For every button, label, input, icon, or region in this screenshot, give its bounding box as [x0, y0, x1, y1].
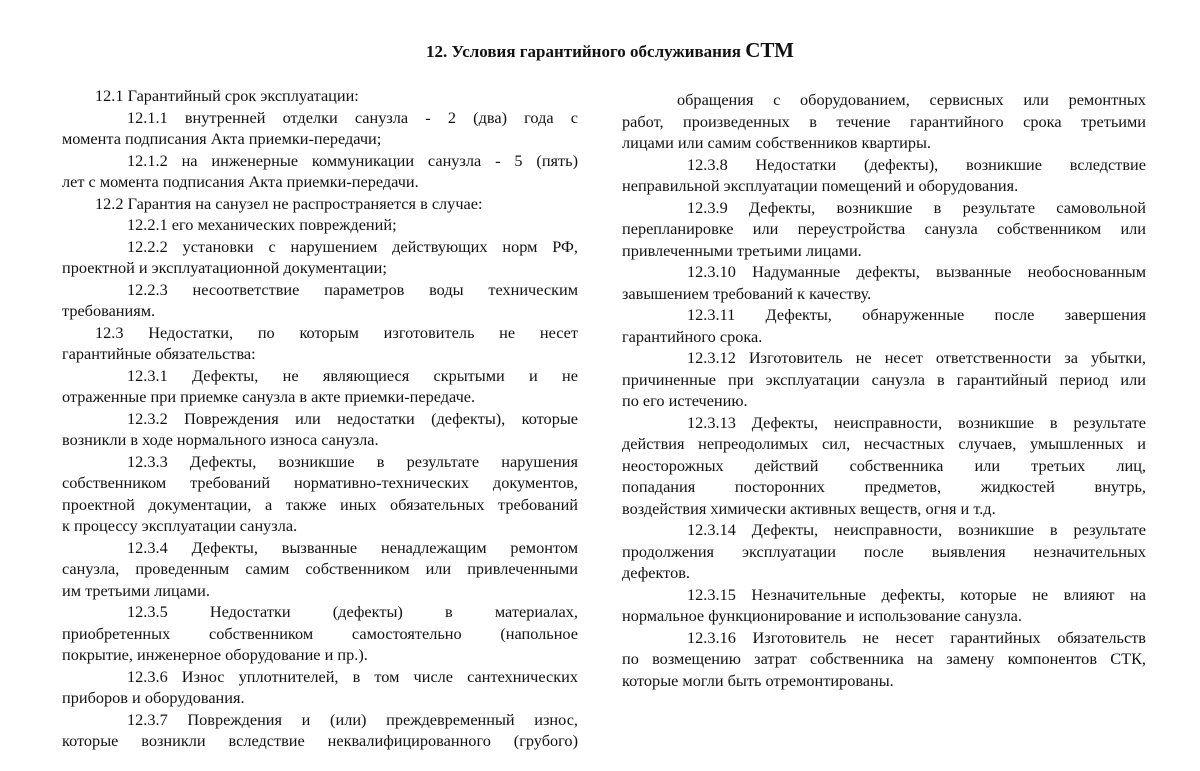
- paragraph-line: покрытие, инженерное оборудование и пр.).: [62, 645, 368, 664]
- paragraph-line: санузла, проведенным самим собственником или привлеченными: [62, 559, 578, 578]
- paragraph-line: 12.2.2 установки с нарушением действующих норм РФ,: [127, 236, 578, 256]
- paragraph: [622, 304, 1146, 347]
- paragraph: [622, 197, 1146, 262]
- paragraph: [622, 627, 1146, 692]
- paragraph: [62, 322, 578, 365]
- paragraph: [622, 89, 1146, 154]
- paragraph: [62, 85, 578, 107]
- paragraph-line: приборов и оборудования.: [62, 688, 245, 707]
- right-column: [622, 89, 1146, 691]
- paragraph-line: 12.3.10 Надуманные дефекты, вызванные необоснованным: [687, 262, 1146, 281]
- paragraph: [62, 408, 578, 451]
- paragraph-line: 12.3.6 Износ уплотнителей, в том числе сантехнических: [127, 666, 578, 686]
- section-title: [0, 38, 1200, 63]
- paragraph: [62, 709, 578, 752]
- paragraph-line: действия непреодолимых сил, несчастных случаев, умышленных и: [622, 434, 1146, 453]
- paragraph-line: приобретенных собственником самостоятельно (напольное: [62, 623, 578, 643]
- paragraph-line: 12.1.1 внутренней отделки санузла - 2 (два) года с: [127, 107, 578, 127]
- paragraph-line: 12.3.5 Недостатки (дефекты) в материалах,: [127, 602, 578, 621]
- paragraph: [622, 412, 1146, 520]
- paragraph-line: по возмещению затрат собственника на замену компонентов СТК,: [622, 649, 1146, 668]
- paragraph-line: требованиям.: [62, 301, 156, 320]
- paragraph: [62, 214, 578, 236]
- paragraph: [622, 584, 1146, 627]
- left-column: [62, 85, 578, 752]
- paragraph-line: привлеченными третьими лицами.: [622, 240, 862, 260]
- section-title-abbr: СТМ: [745, 38, 794, 62]
- paragraph-line: гарантийного срока.: [622, 326, 763, 346]
- paragraph-line: 12.3.7 Повреждения и (или) преждевременный износ,: [127, 709, 578, 729]
- paragraph-line: 12.3.9 Дефекты, возникшие в результате самовольной: [687, 197, 1146, 217]
- paragraph-line: 12.3.11 Дефекты, обнаруженные после завершения: [687, 305, 1146, 324]
- paragraph-line: лет с момента подписания Акта приемки-передачи.: [62, 172, 419, 191]
- paragraph-line: 12.2 Гарантия на санузел не распространяется в случае:: [95, 193, 483, 213]
- paragraph-line: момента подписания Акта приемки-передачи;: [62, 129, 382, 148]
- paragraph: [62, 666, 578, 709]
- paragraph: [62, 150, 578, 193]
- paragraph: [62, 365, 578, 408]
- paragraph-line: 12.3.14 Дефекты, неисправности, возникшие в результате: [687, 520, 1146, 539]
- paragraph: [62, 601, 578, 666]
- paragraph-line: 12.3.16 Изготовитель не несет гарантийных обязательств: [687, 627, 1146, 647]
- paragraph-line: 12.1 Гарантийный срок эксплуатации:: [95, 86, 359, 105]
- paragraph-line: дефектов.: [622, 563, 690, 582]
- paragraph: [622, 154, 1146, 197]
- paragraph-line: 12.3.4 Дефекты, вызванные ненадлежащим ремонтом: [127, 537, 578, 557]
- paragraph-line: неправильной эксплуатации помещений и оборудования.: [622, 176, 1019, 195]
- paragraph-line: нормальное функционирование и использование санузла.: [622, 606, 1022, 625]
- paragraph: [622, 519, 1146, 584]
- paragraph-line: 12.1.2 на инженерные коммуникации санузла - 5 (пять): [127, 150, 578, 170]
- paragraph: [62, 537, 578, 602]
- section-title-text: 12. Условия гарантийного обслуживания: [426, 42, 741, 61]
- paragraph-line: которые возникли вследствие неквалифицированного (грубого): [62, 731, 578, 750]
- paragraph: [622, 347, 1146, 412]
- paragraph: [62, 107, 578, 150]
- paragraph-line: отраженные при приемке санузла в акте приемки-передаче.: [62, 387, 476, 406]
- paragraph: [62, 236, 578, 279]
- paragraph: [62, 279, 578, 322]
- paragraph-line: 12.3.1 Дефекты, не являющиеся скрытыми и не: [127, 365, 578, 385]
- paragraph-line: 12.3.3 Дефекты, возникшие в результате нарушения: [127, 451, 578, 471]
- paragraph: [62, 193, 578, 215]
- paragraph-line: завышением требований к качеству.: [622, 283, 872, 303]
- paragraph-line: им третьими лицами.: [62, 580, 210, 600]
- paragraph-line: возникли в ходе нормального износа санузла.: [62, 430, 379, 449]
- paragraph-line: собственником требований нормативно-технических документов,: [62, 473, 578, 492]
- paragraph-line: 12.2.1 его механических повреждений;: [127, 215, 397, 234]
- paragraph: [622, 261, 1146, 304]
- paragraph: [62, 451, 578, 537]
- paragraph-line: гарантийные обязательства:: [62, 344, 256, 363]
- paragraph-line: 12.3.15 Незначительные дефекты, которые не влияют на: [687, 584, 1146, 604]
- paragraph-line: воздействия химически активных веществ, огня и т.д.: [622, 498, 996, 518]
- paragraph-line: 12.3.8 Недостатки (дефекты), возникшие вследствие: [687, 154, 1146, 174]
- paragraph-line: 12.3 Недостатки, по которым изготовитель не несет: [95, 322, 578, 342]
- paragraph-line: 12.3.13 Дефекты, неисправности, возникшие в результате: [687, 412, 1146, 432]
- paragraph-line: 12.3.12 Изготовитель не несет ответственности за убытки,: [687, 348, 1146, 367]
- paragraph-line: которые могли быть отремонтированы.: [622, 670, 894, 690]
- paragraph-line: перепланировке или переустройства санузла собственником или: [622, 219, 1146, 238]
- paragraph-line: продолжения эксплуатации после выявления незначительных: [622, 541, 1146, 561]
- paragraph-line: к процессу эксплуатации санузла.: [62, 516, 298, 535]
- paragraph-line: 12.3.2 Повреждения или недостатки (дефекты), которые: [127, 408, 578, 428]
- paragraph-line: обращения с оборудованием, сервисных или ремонтных: [677, 90, 1146, 109]
- paragraph-line: 12.2.3 несоответствие параметров воды техническим: [127, 279, 578, 299]
- paragraph-line: работ, произведенных в течение гарантийного срока третьими: [622, 111, 1146, 131]
- paragraph-line: попадания посторонних предметов, жидкостей внутрь,: [622, 477, 1146, 496]
- paragraph-line: лицами или самим собственников квартиры.: [622, 133, 931, 152]
- paragraph-line: причиненные при эксплуатации санузла в гарантийный период или: [622, 369, 1146, 389]
- paragraph-line: по его истечению.: [622, 391, 748, 410]
- paragraph-line: проектной документации, а также иных обязательных требований: [62, 494, 578, 514]
- paragraph-line: проектной и эксплуатационной документации;: [62, 258, 387, 277]
- paragraph-line: неосторожных действий собственника или третьих лиц,: [622, 455, 1146, 475]
